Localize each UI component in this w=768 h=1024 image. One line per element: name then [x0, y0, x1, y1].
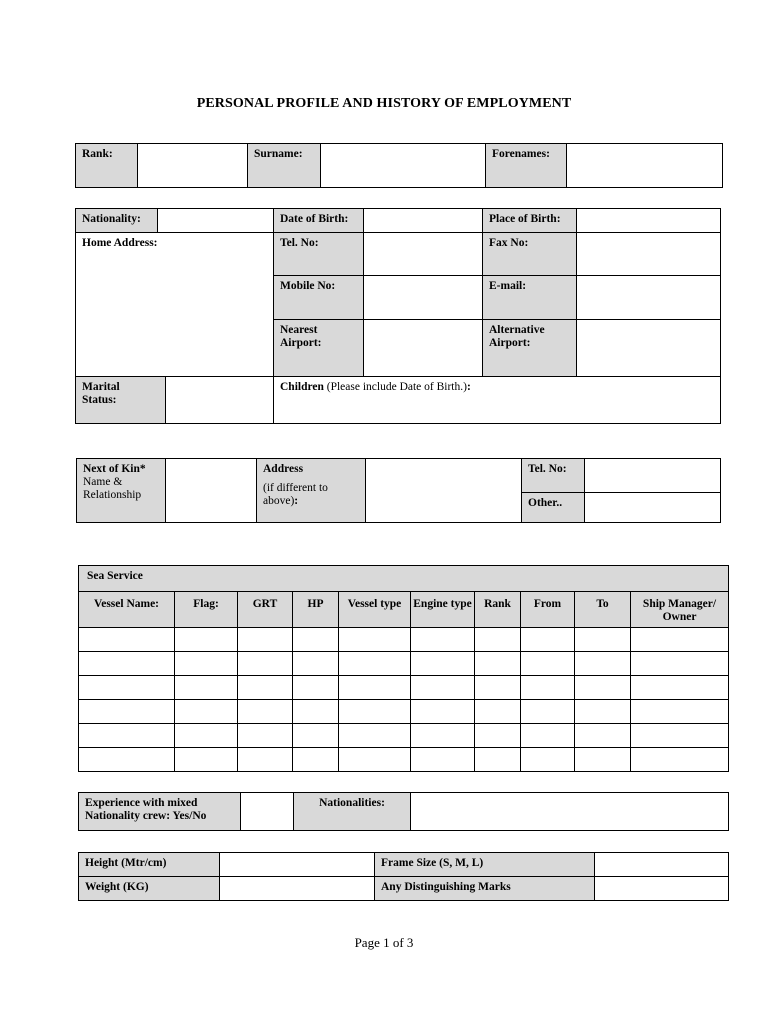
table-row	[79, 724, 729, 748]
rank-field[interactable]	[138, 144, 248, 188]
kin-other-field[interactable]	[585, 493, 721, 523]
home-address-field[interactable]	[76, 233, 274, 377]
table-cell[interactable]	[521, 724, 575, 748]
table-cell[interactable]	[475, 676, 521, 700]
surname-field[interactable]	[321, 144, 486, 188]
table-cell[interactable]	[575, 700, 631, 724]
dob-label: Date of Birth:	[274, 209, 364, 233]
table-cell[interactable]	[293, 748, 339, 772]
header-rank: Rank	[475, 592, 521, 628]
table-cell[interactable]	[175, 628, 238, 652]
forenames-field[interactable]	[567, 144, 723, 188]
distinguishing-marks-label: Any Distinguishing Marks	[375, 877, 595, 901]
table-cell[interactable]	[175, 748, 238, 772]
table-cell[interactable]	[293, 700, 339, 724]
kin-other-label: Other..	[522, 493, 585, 523]
place-of-birth-label: Place of Birth:	[483, 209, 577, 233]
weight-label: Weight (KG)	[79, 877, 220, 901]
nationalities-field[interactable]	[411, 793, 729, 831]
nearest-airport-field[interactable]	[364, 320, 483, 377]
table-cell[interactable]	[411, 628, 475, 652]
table-row	[79, 652, 729, 676]
table-cell[interactable]	[521, 628, 575, 652]
table-cell[interactable]	[411, 748, 475, 772]
header-ship-manager: Ship Manager/ Owner	[631, 592, 729, 628]
header-to: To	[575, 592, 631, 628]
table-cell[interactable]	[339, 748, 411, 772]
table-cell[interactable]	[293, 724, 339, 748]
alt-airport-label: Alternative Airport:	[483, 320, 577, 377]
header-engine-type: Engine type	[411, 592, 475, 628]
personal-table	[75, 208, 721, 424]
table-cell[interactable]	[339, 652, 411, 676]
table-cell[interactable]	[575, 652, 631, 676]
table-cell[interactable]	[339, 628, 411, 652]
table-cell[interactable]	[475, 748, 521, 772]
table-cell[interactable]	[238, 676, 293, 700]
table-cell[interactable]	[238, 652, 293, 676]
tel-field[interactable]	[364, 233, 483, 276]
alt-airport-field[interactable]	[577, 320, 721, 377]
header-vessel-type: Vessel type	[339, 592, 411, 628]
height-field[interactable]	[220, 853, 375, 877]
table-cell[interactable]	[339, 676, 411, 700]
page-number: Page 1 of 3	[354, 935, 414, 950]
table-cell[interactable]	[175, 652, 238, 676]
table-cell[interactable]	[293, 676, 339, 700]
nationality-label: Nationality:	[76, 209, 158, 233]
table-cell[interactable]	[631, 700, 729, 724]
table-cell[interactable]	[175, 676, 238, 700]
header-flag: Flag:	[175, 592, 238, 628]
header-hp: HP	[293, 592, 339, 628]
table-cell[interactable]	[521, 676, 575, 700]
table-cell[interactable]	[575, 676, 631, 700]
marital-status-field[interactable]	[166, 377, 274, 424]
table-cell[interactable]	[575, 628, 631, 652]
frame-size-field[interactable]	[595, 853, 729, 877]
sea-service-title: Sea Service	[79, 566, 729, 592]
table-cell[interactable]	[411, 724, 475, 748]
name-table	[75, 143, 723, 188]
kin-tel-field[interactable]	[585, 459, 721, 493]
table-cell[interactable]	[79, 676, 175, 700]
nearest-airport-label: Nearest Airport:	[274, 320, 364, 377]
place-of-birth-field[interactable]	[577, 209, 721, 233]
kin-address-label: Address (if different to above):	[257, 459, 366, 523]
surname-label: Surname:	[248, 144, 321, 188]
table-cell[interactable]	[339, 724, 411, 748]
home-address-label: Home Address:	[82, 237, 158, 249]
table-cell[interactable]	[175, 700, 238, 724]
table-cell[interactable]	[521, 652, 575, 676]
table-cell[interactable]	[339, 700, 411, 724]
tel-label: Tel. No:	[274, 233, 364, 276]
nationalities-label: Nationalities:	[294, 793, 411, 831]
table-cell[interactable]	[175, 724, 238, 748]
mixed-crew-field[interactable]	[241, 793, 294, 831]
fax-label: Fax No:	[483, 233, 577, 276]
table-row	[79, 676, 729, 700]
table-cell[interactable]	[521, 748, 575, 772]
sea-service-table	[78, 565, 729, 772]
kin-address-field[interactable]	[366, 459, 522, 523]
table-cell[interactable]	[631, 724, 729, 748]
table-cell[interactable]	[631, 748, 729, 772]
mixed-crew-label: Experience with mixed Nationality crew: Yes/No	[79, 793, 241, 831]
table-cell[interactable]	[575, 724, 631, 748]
marital-status-label: Marital Status:	[76, 377, 166, 424]
table-row	[79, 700, 729, 724]
nationality-field[interactable]	[158, 209, 274, 233]
table-cell[interactable]	[475, 652, 521, 676]
table-cell[interactable]	[575, 748, 631, 772]
next-of-kin-table	[76, 458, 721, 523]
table-cell[interactable]	[79, 700, 175, 724]
table-cell[interactable]	[238, 628, 293, 652]
table-row	[79, 628, 729, 652]
table-row	[79, 748, 729, 772]
table-cell[interactable]	[79, 652, 175, 676]
table-cell[interactable]	[411, 700, 475, 724]
table-cell[interactable]	[411, 676, 475, 700]
email-field[interactable]	[577, 276, 721, 320]
experience-table	[78, 792, 729, 831]
rank-label: Rank:	[76, 144, 138, 188]
fax-field[interactable]	[577, 233, 721, 276]
header-grt: GRT	[238, 592, 293, 628]
table-cell[interactable]	[475, 724, 521, 748]
table-cell[interactable]	[238, 700, 293, 724]
table-cell[interactable]	[79, 724, 175, 748]
table-cell[interactable]	[631, 628, 729, 652]
table-cell[interactable]	[411, 652, 475, 676]
table-cell[interactable]	[293, 628, 339, 652]
children-label: Children	[280, 381, 324, 393]
next-of-kin-field[interactable]	[166, 459, 257, 523]
table-cell[interactable]	[238, 724, 293, 748]
table-cell[interactable]	[79, 748, 175, 772]
height-label: Height (Mtr/cm)	[79, 853, 220, 877]
mobile-field[interactable]	[364, 276, 483, 320]
weight-field[interactable]	[220, 877, 375, 901]
table-cell[interactable]	[293, 652, 339, 676]
table-cell[interactable]	[79, 628, 175, 652]
page-title: PERSONAL PROFILE AND HISTORY OF EMPLOYMENT	[196, 96, 572, 111]
children-field[interactable]: Children (Please include Date of Birth.):	[274, 377, 721, 424]
header-vessel-name: Vessel Name:	[79, 592, 175, 628]
dob-field[interactable]	[364, 209, 483, 233]
frame-size-label: Frame Size (S, M, L)	[375, 853, 595, 877]
email-label: E-mail:	[483, 276, 577, 320]
table-cell[interactable]	[631, 652, 729, 676]
table-cell[interactable]	[238, 748, 293, 772]
mobile-label: Mobile No:	[274, 276, 364, 320]
table-cell[interactable]	[475, 700, 521, 724]
kin-tel-label: Tel. No:	[522, 459, 585, 493]
table-cell[interactable]	[631, 676, 729, 700]
table-cell[interactable]	[475, 628, 521, 652]
forenames-label: Forenames:	[486, 144, 567, 188]
table-cell[interactable]	[521, 700, 575, 724]
distinguishing-marks-field[interactable]	[595, 877, 729, 901]
physical-table	[78, 852, 729, 901]
header-from: From	[521, 592, 575, 628]
next-of-kin-label: Next of Kin* Name & Relationship	[77, 459, 166, 523]
children-note: (Please include Date of Birth.)	[326, 381, 467, 393]
